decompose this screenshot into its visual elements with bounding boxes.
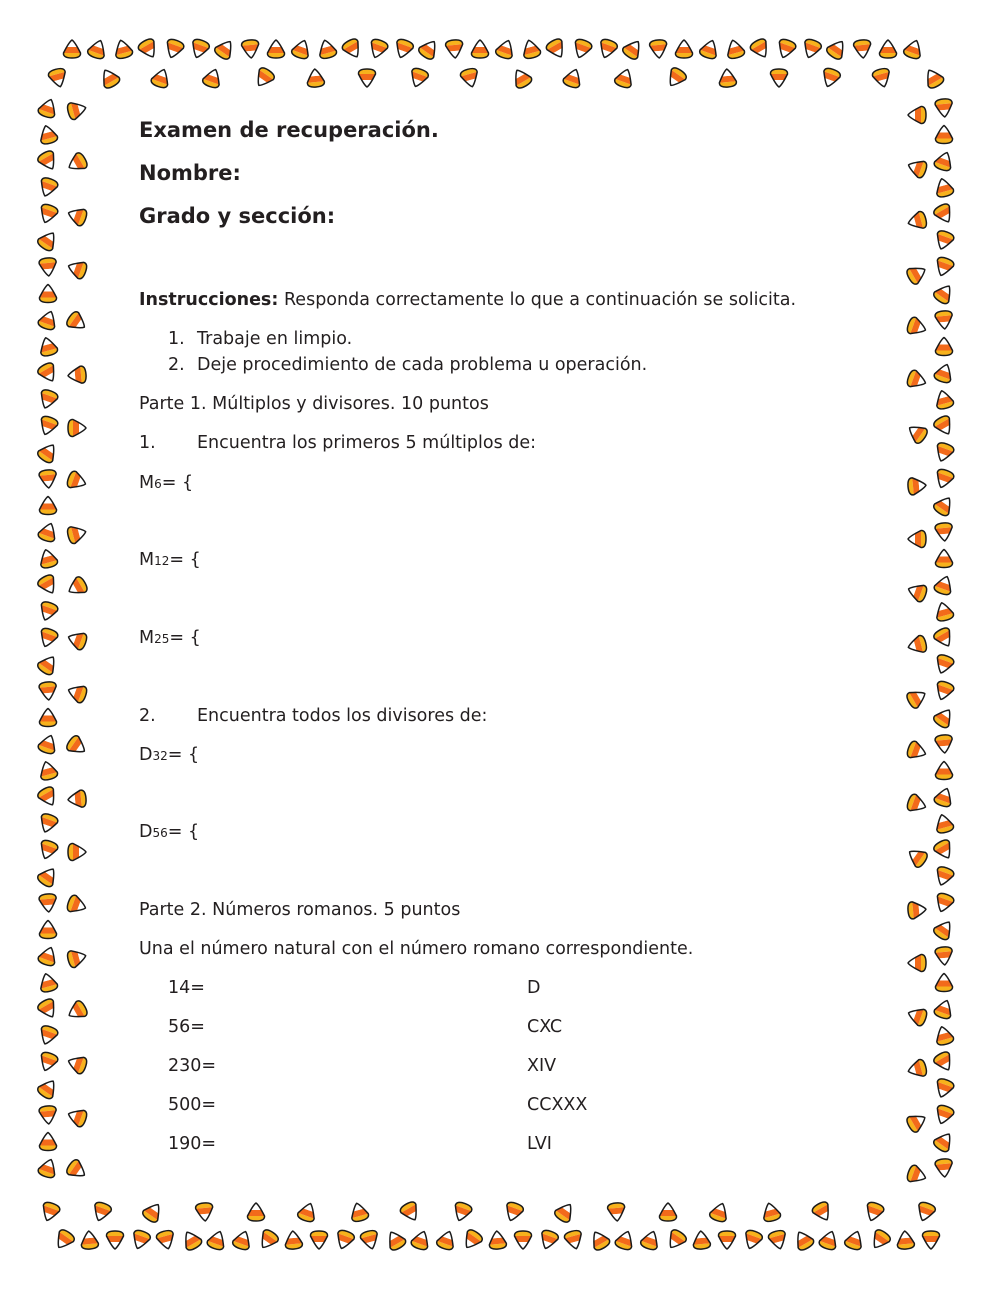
exam-title: Examen de recuperación. [139, 118, 439, 142]
instruction-item-number: 2. [168, 355, 185, 375]
set-open: = { [169, 550, 201, 570]
instructions-text: Responda correctamente lo que a continuación se solicita. [283, 290, 797, 310]
set-letter: M [139, 473, 155, 493]
roman-numeral: LVI [527, 1134, 552, 1154]
part2-instruction: Una el número natural con el número romano correspondiente. [139, 939, 694, 959]
question-text: Encuentra los primeros 5 múltiplos de: [197, 433, 537, 453]
part1-title: Parte 1. Múltiplos y divisores. 10 puntos [139, 394, 489, 414]
set-open: = { [167, 822, 200, 842]
divisors-set-d56 [139, 822, 199, 842]
question-number: 2. [139, 706, 156, 726]
instructions-line [139, 290, 796, 310]
question-text: Encuentra todos los divisores de: [197, 706, 488, 726]
set-subscript: 56 [152, 826, 168, 840]
roman-numeral: CXC [527, 1017, 563, 1037]
natural-number: 14= [168, 978, 205, 998]
natural-number: 56= [168, 1017, 205, 1037]
part2-title: Parte 2. Números romanos. 5 puntos [139, 900, 461, 920]
roman-numeral: CCXXX [527, 1095, 588, 1115]
natural-number: 190= [168, 1134, 217, 1154]
set-open: = { [167, 745, 200, 765]
name-label: Nombre: [139, 161, 241, 185]
question-number: 1. [139, 433, 156, 453]
instruction-item: Trabaje en limpio. [197, 329, 353, 349]
set-subscript: 6 [154, 477, 162, 491]
set-letter: D [139, 745, 153, 765]
natural-number: 230= [168, 1056, 217, 1076]
instruction-item: Deje procedimiento de cada problema u operación. [197, 355, 648, 375]
divisors-set-d32 [139, 745, 199, 765]
instruction-item-number: 1. [168, 329, 185, 349]
roman-numeral: XIV [527, 1056, 557, 1076]
multiples-set-m25 [139, 628, 201, 648]
multiples-set-m12 [139, 550, 201, 570]
set-open: = { [169, 628, 201, 648]
instructions-label: Instrucciones: [139, 290, 279, 310]
grade-section-label: Grado y sección: [139, 204, 336, 228]
roman-numeral: D [527, 978, 541, 998]
set-subscript: 25 [154, 632, 170, 646]
set-subscript: 12 [154, 554, 170, 568]
set-letter: M [139, 628, 155, 648]
multiples-set-m6 [139, 473, 193, 493]
set-letter: M [139, 550, 155, 570]
natural-number: 500= [168, 1095, 217, 1115]
set-open: = { [161, 473, 194, 493]
set-letter: D [139, 822, 153, 842]
set-subscript: 32 [152, 749, 168, 763]
